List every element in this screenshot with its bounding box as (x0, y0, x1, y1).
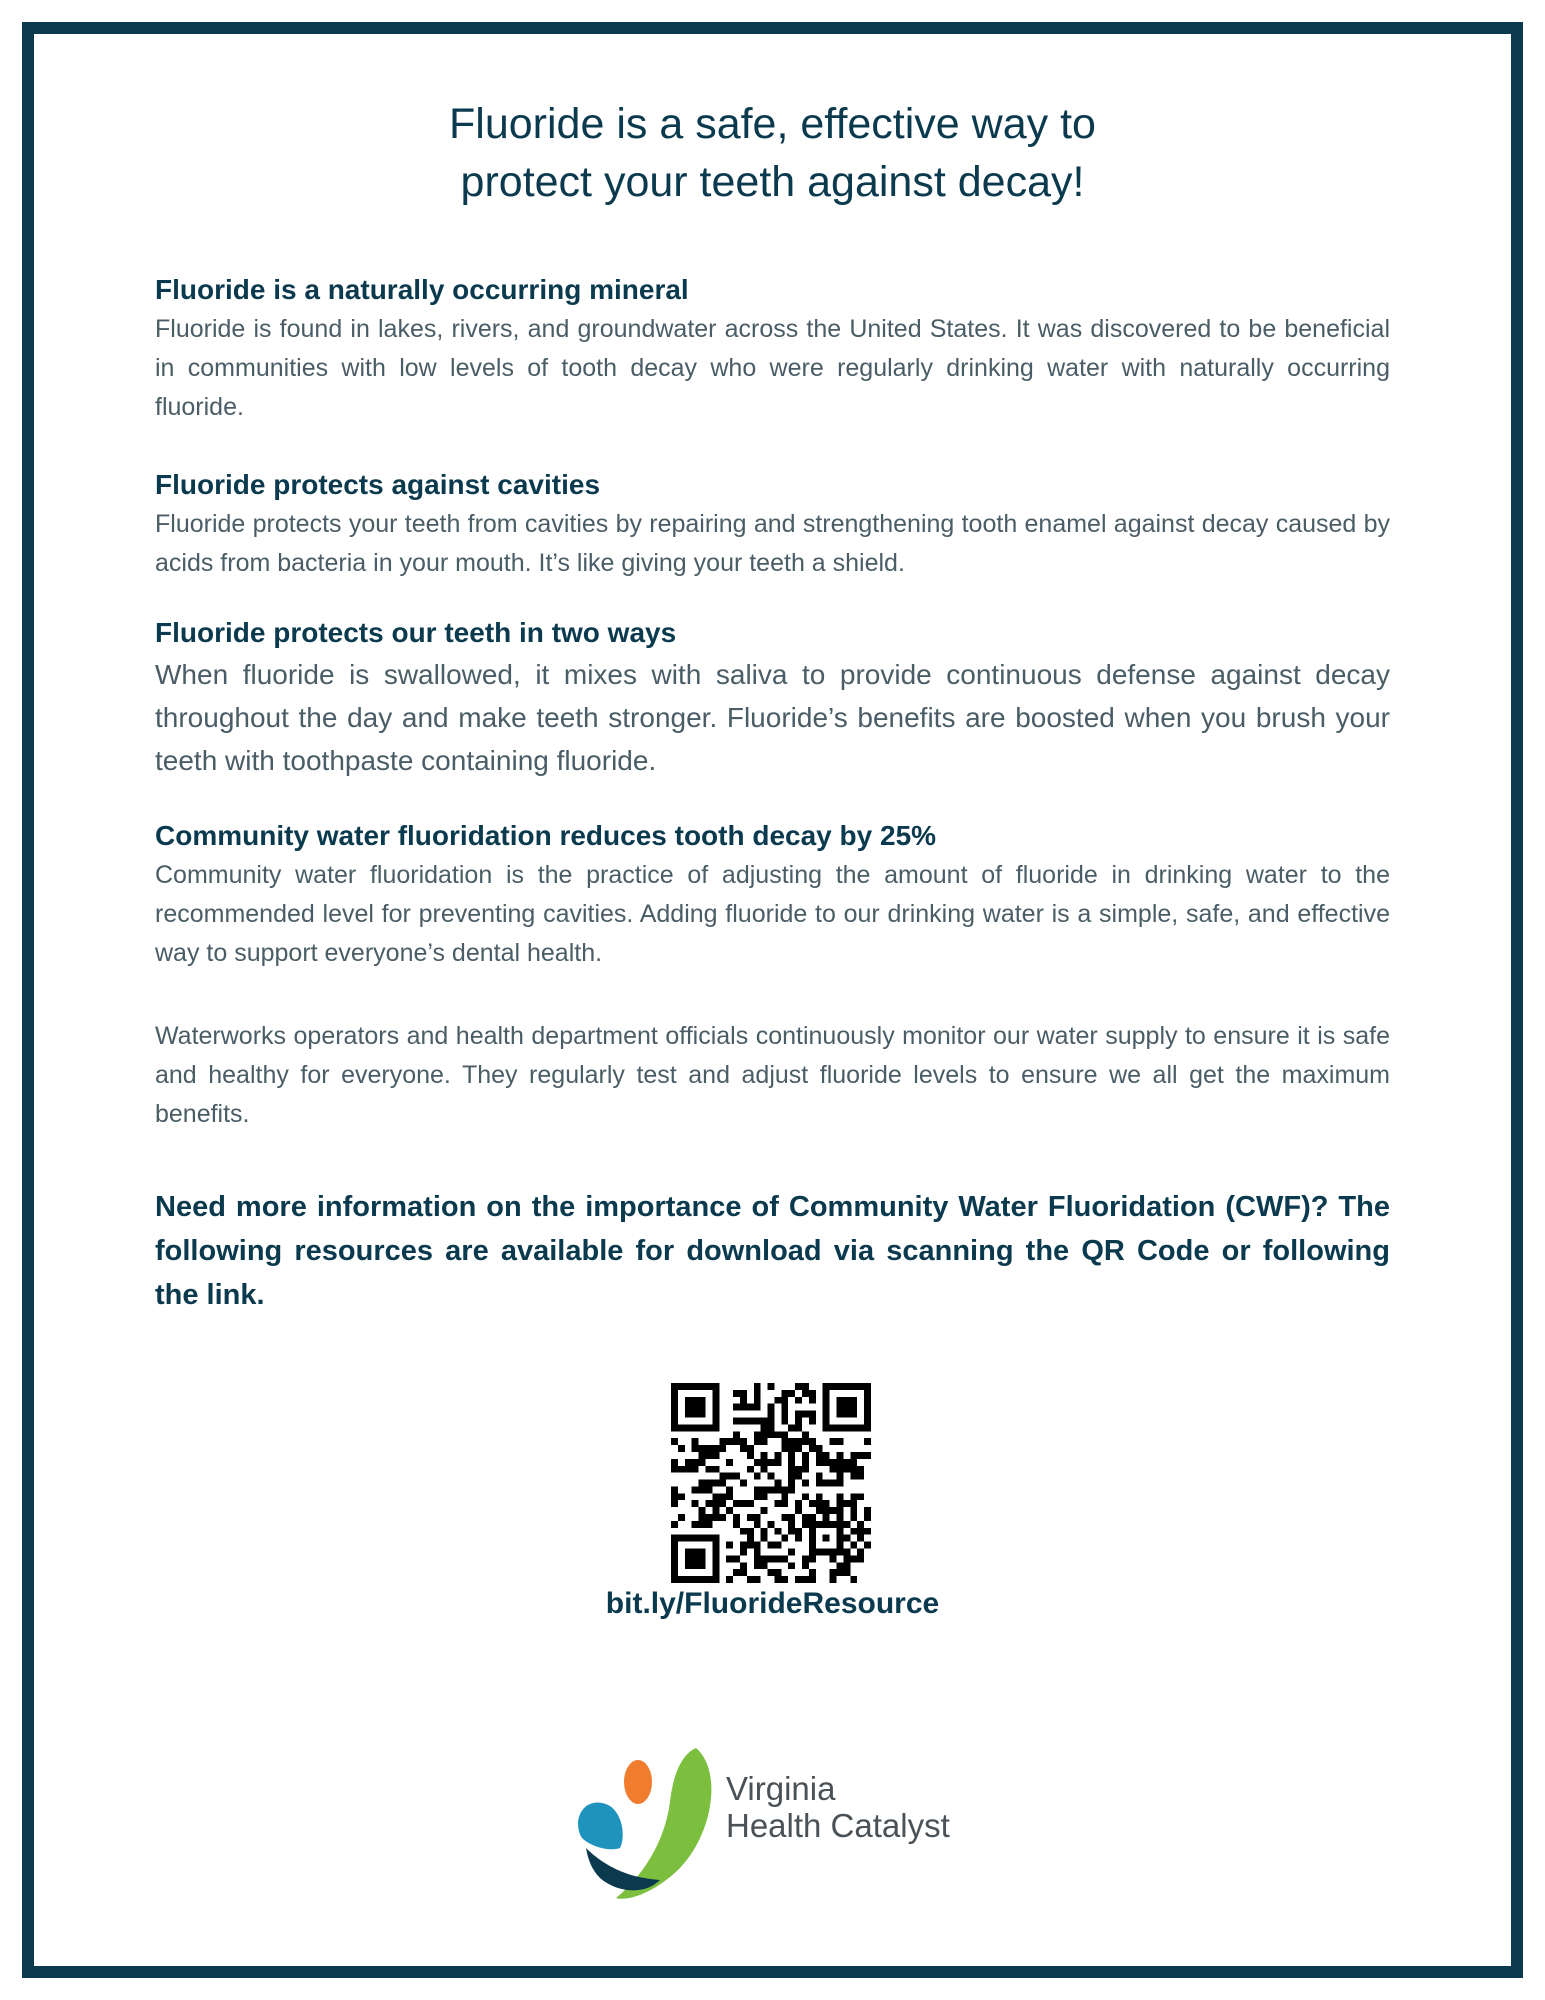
logo-mark-icon (572, 1740, 722, 1910)
cta-text: Need more information on the importance of Community Water Fluoridation (CWF)? The following resources are available for download via scanning the QR Code or following the link. (155, 1191, 1390, 1311)
logo-line-2: Health Catalyst (726, 1807, 950, 1844)
section-heading: Fluoride is a naturally occurring mineral (155, 274, 689, 305)
waterworks-paragraph: Waterworks operators and health department officials continuously monitor our water supply to ensure it is safe and healthy for everyone. They regularly test and adjust fluoride levels to ensure we all get the maximum benefits. (155, 1022, 1390, 1128)
section-naturally-occurring (155, 272, 1390, 427)
section-heading: Fluoride protects against cavities (155, 469, 601, 500)
section-protects-cavities (155, 467, 1390, 583)
section-two-ways (155, 615, 1390, 782)
section-heading: Community water fluoridation reduces tooth decay by 25% (155, 820, 937, 851)
section-heading: Fluoride protects our teeth in two ways (155, 617, 677, 648)
resource-link[interactable]: bit.ly/FluorideResource (605, 1587, 940, 1620)
page-title (0, 95, 1545, 211)
title-line-1: Fluoride is a safe, effective way to (449, 100, 1096, 148)
qr-code-icon[interactable] (671, 1383, 871, 1583)
section-body: When fluoride is swallowed, it mixes with saliva to provide continuous defense against decay throughout the day and make teeth stronger. Fluoride’s benefits are boosted when you brush your teeth with toothpaste containing fluoride. (155, 659, 1390, 776)
section-body: Fluoride is found in lakes, rivers, and groundwater across the United States. It was discovered to be beneficial in communities with low levels of tooth decay who were regularly drinking water with naturally occurring fluoride. (155, 315, 1390, 421)
section-waterworks (155, 1015, 1390, 1134)
logo-wordmark (726, 1770, 950, 1844)
title-line-2: protect your teeth against decay! (460, 158, 1085, 206)
section-body: Community water fluoridation is the practice of adjusting the amount of fluoride in drinking water to the recommended level for preventing cavities. Adding fluoride to our drinking water is a simple, safe, and effective way to support everyone’s dental health. (155, 861, 1390, 967)
call-to-action (155, 1185, 1390, 1317)
section-community-fluoridation (155, 818, 1390, 973)
logo-line-1: Virginia (726, 1770, 836, 1807)
logo-blue-shape (578, 1803, 623, 1850)
logo-orange-dot (624, 1760, 652, 1804)
virginia-health-catalyst-logo (572, 1740, 992, 1910)
section-body: Fluoride protects your teeth from cavities by repairing and strengthening tooth enamel against decay caused by acids from bacteria in your mouth. It’s like giving your teeth a shield. (155, 510, 1390, 577)
